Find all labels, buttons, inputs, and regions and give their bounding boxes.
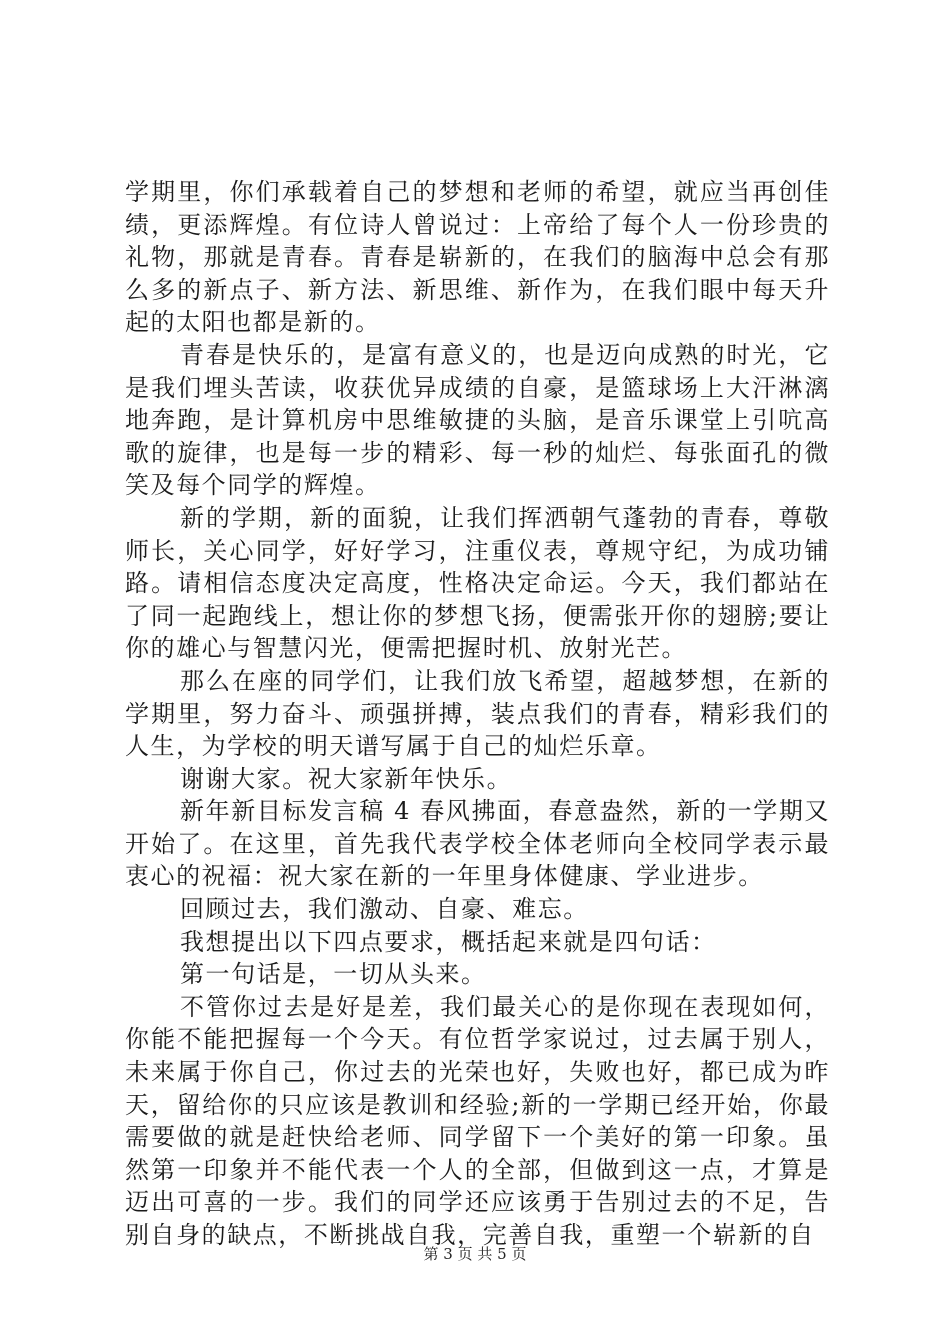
paragraph: 青春是快乐的，是富有意义的，也是迈向成熟的时光，它是我们埋头苦读，收获优异成绩的自豪，是篮球场上大汗淋漓地奔跑，是计算机房中思维敏捷的头脑，是音乐课堂上引吭高歌的旋律，也是每一步的精彩、每一秒的灿烂、每张面孔的微笑及每个同学的辉煌。 [125, 340, 830, 500]
paragraph: 学期里，你们承载着自己的梦想和老师的希望，就应当再创佳绩，更添辉煌。有位诗人曾说过：上帝给了每个人一份珍贵的礼物，那就是青春。青春是崭新的，在我们的脑海中总会有那么多的新点子、新方法、新思维、新作为，在我们眼中每天升起的太阳也都是新的。 [125, 178, 830, 337]
paragraph: 那么在座的同学们，让我们放飞希望，超越梦想，在新的学期里，努力奋斗、顽强拼搏，装点我们的青春，精彩我们的人生，为学校的明天谱写属于自己的灿烂乐章。 [125, 666, 830, 761]
paragraph: 第一句话是，一切从头来。 [180, 960, 487, 989]
page-footer: 第 3 页 共 5 页 [423, 1245, 527, 1263]
paragraph: 新年新目标发言稿 4 春风拂面，春意盎然，新的一学期又开始了。在这里，首先我代表学校全体老师向全校同学表示最衷心的祝福：祝大家在新的一年里身体健康、学业进步。 [125, 797, 830, 891]
paragraph: 我想提出以下四点要求，概括起来就是四句话： [180, 927, 717, 956]
paragraph: 谢谢大家。祝大家新年快乐。 [180, 764, 513, 793]
paragraph: 新的学期，新的面貌，让我们挥洒朝气蓬勃的青春，尊敬师长，关心同学，好好学习，注重仪表，尊规守纪，为成功铺路。请相信态度决定高度，性格决定命运。今天，我们都站在了同一起跑线上，想让你的梦想飞扬，便需张开你的翅膀;要让你的雄心与智慧闪光，便需把握时机、放射光芒。 [125, 503, 830, 663]
document-body [125, 176, 830, 1252]
paragraph: 不管你过去是好是差，我们最关心的是你现在表现如何，你能不能把握每一个今天。有位哲学家说过，过去属于别人，未来属于你自己，你过去的光荣也好，失败也好，都已成为昨天，留给你的只应该是教训和经验;新的一学期已经开始，你最需要做的就是赶快给老师、同学留下一个美好的第一印象。虽然第一印象并不能代表一个人的全部，但做到这一点，才算是迈出可喜的一步。我们的同学还应该勇于告别过去的不足，告别自身的缺点，不断挑战自我，完善自我，重塑一个崭新的自 [125, 992, 830, 1249]
paragraph: 回顾过去，我们激动、自豪、难忘。 [180, 895, 589, 924]
